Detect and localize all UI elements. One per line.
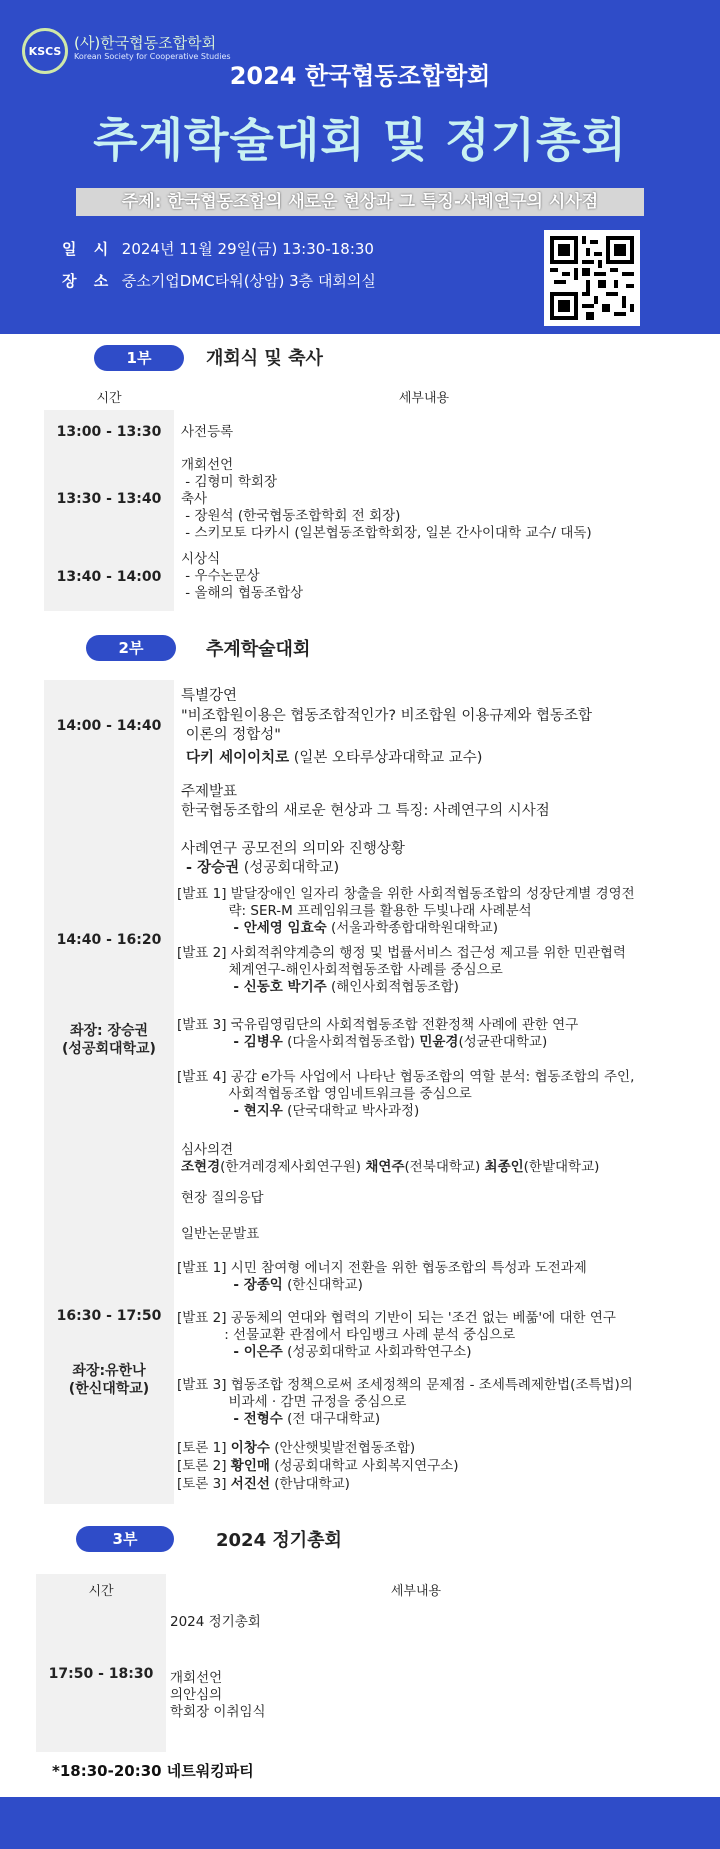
detail-line: - 김형미 학회장 <box>181 474 277 490</box>
qa-label: 현장 질의응답 <box>181 1190 264 1206</box>
speaker-name: - 이은주 <box>177 1344 283 1360</box>
speaker-affiliation: (일본 오타루상과대학교 교수) <box>289 750 483 766</box>
paper-line: 체계연구-해인사회적협동조합 사례를 중심으로 <box>177 962 503 978</box>
speaker-affiliation: (서울과학종합대학원대학교) <box>326 920 498 936</box>
detail-line: - 올해의 협동조합상 <box>181 585 304 601</box>
reviewers <box>181 1159 599 1176</box>
part3-title: 2024 정기총회 <box>216 1530 342 1551</box>
col-header-time: 시간 <box>88 1584 114 1599</box>
qr-code[interactable] <box>544 230 640 326</box>
presenter-line <box>177 1411 380 1428</box>
col-header-detail: 세부내용 <box>398 391 450 406</box>
speaker-affiliation: (전 대구대학교) <box>282 1411 381 1427</box>
speaker-name: - 신동호 박기주 <box>177 979 327 995</box>
col-header-time: 시간 <box>96 391 122 406</box>
reviewer-affiliation: (전북대학교) <box>404 1159 485 1175</box>
discussant-line <box>177 1476 350 1493</box>
paper-line: 비과세 · 감면 규정을 중심으로 <box>177 1394 407 1410</box>
event-header <box>0 0 720 334</box>
part3-pill: 3부 <box>76 1526 174 1552</box>
row-detail: 사전등록 <box>181 424 234 440</box>
paper-line: 략: SER-M 프레임워크를 활용한 두빛나래 사례분석 <box>177 903 532 919</box>
paper-line: [발표 1] 시민 참여형 에너지 전환을 위한 협동조합의 특성과 도전과제 <box>177 1260 587 1276</box>
date-label: 일 시 <box>62 240 115 258</box>
reviewer-name: 최종인 <box>484 1159 524 1175</box>
reviewer-affiliation: (한겨레경제사회연구원) <box>220 1159 366 1175</box>
part2-table <box>44 680 678 1504</box>
qr-code-icon <box>550 236 634 320</box>
detail-line: 의안심의 <box>170 1687 223 1703</box>
part2-title: 추계학술대회 <box>206 639 311 660</box>
main-title: 추계학술대회 및 정기총회 <box>93 113 627 167</box>
row-time: 14:00 - 14:40 <box>56 718 162 734</box>
chair-affiliation: (성공회대학교) <box>62 1041 156 1057</box>
speaker-affiliation: (단국대학교 박사과정) <box>282 1103 420 1119</box>
chair: 좌장: 장승권 <box>69 1023 149 1039</box>
detail-line: 한국협동조합의 새로운 현상과 그 특징: 사례연구의 시사점 <box>181 803 550 819</box>
detail-line: - 스키모토 다카시 (일본협동조합학회장, 일본 간사이대학 교수/ 대독) <box>181 525 592 541</box>
special-lecture-label: 특별강연 <box>181 688 238 704</box>
speaker-affiliation: (해인사회적협동조합) <box>326 979 459 995</box>
paper-line: [발표 2] 공동체의 연대와 협력의 기반이 되는 '조건 없는 베풂'에 대한 연구 <box>177 1310 616 1326</box>
speaker-affiliation: (성공회대학교 사회과학연구소) <box>282 1344 472 1360</box>
lecture-title-line: "비조합원이용은 협동조합적인가? 비조합원 이용규제와 협동조합 <box>181 708 592 724</box>
date-info <box>62 238 374 259</box>
presenter-line <box>177 979 459 996</box>
speaker-name: - 김병우 <box>177 1034 283 1050</box>
assembly-label: 2024 정기총회 <box>170 1614 261 1630</box>
speaker-name: - 장종익 <box>177 1277 283 1293</box>
detail-line: 개회선언 <box>181 457 234 473</box>
paper-line: 사회적협동조합 영임네트워크를 중심으로 <box>177 1086 472 1102</box>
time-column-bg <box>36 1574 166 1752</box>
place-label: 장 소 <box>62 272 115 290</box>
col-header-detail: 세부내용 <box>390 1584 442 1599</box>
presenter-line <box>177 1034 547 1051</box>
speaker-name: - 현지우 <box>177 1103 283 1119</box>
discussant-name: 이창수 <box>230 1440 270 1456</box>
speaker-name: 다키 세이이치로 <box>181 750 290 766</box>
row-time: 14:40 - 16:20 <box>56 932 162 948</box>
row-time: 13:00 - 13:30 <box>56 424 162 440</box>
presenter-line <box>177 1277 363 1294</box>
detail-line: - 장원석 (한국협동조합학회 전 회장) <box>181 508 401 524</box>
discussant-name: 서진선 <box>230 1476 270 1492</box>
row-time: 16:30 - 17:50 <box>56 1308 162 1324</box>
logo-abbr: KSCS <box>28 44 62 58</box>
detail-line: 시상식 <box>181 551 221 567</box>
speaker-affiliation: (성공회대학교) <box>239 860 340 876</box>
detail-line: 개회선언 <box>170 1670 223 1686</box>
paper-line: [발표 2] 사회적취약계층의 행정 및 법률서비스 접근성 제고를 위한 민관협력 <box>177 945 626 961</box>
speaker-name: - 전형수 <box>177 1411 283 1427</box>
paper-line: [발표 3] 협동조합 정책으로써 조세정책의 문제점 - 조세특례제한법(조특법)의 <box>177 1377 633 1393</box>
discussant-label: [토론 3] <box>177 1476 231 1492</box>
part3-table <box>36 1574 666 1752</box>
speaker-name: - 안세영 임효숙 <box>177 920 327 936</box>
discussant-label: [토론 2] <box>177 1458 231 1474</box>
presenter-line <box>181 860 339 877</box>
discussant-line <box>177 1458 459 1475</box>
discussant-name: 황인매 <box>230 1458 270 1474</box>
lecture-speaker <box>181 750 482 767</box>
discussant-line <box>177 1440 415 1457</box>
discussant-affiliation: (성공회대학교 사회복지연구소) <box>269 1458 459 1474</box>
discussant-label: [토론 1] <box>177 1440 231 1456</box>
speaker-affiliation: (한신대학교) <box>282 1277 363 1293</box>
review-label: 심사의견 <box>181 1142 234 1158</box>
part2-pill: 2부 <box>86 635 176 661</box>
footer-band <box>0 1797 720 1849</box>
theme-banner: 주제: 한국협동조합의 새로운 현상과 그 특징-사례연구의 시사점 <box>76 188 644 216</box>
date-value: 2024년 11월 29일(금) 13:30-18:30 <box>121 240 374 258</box>
presenter-line <box>177 1103 419 1120</box>
networking-note: *18:30-20:30 네트워킹파티 <box>52 1762 254 1780</box>
presenter-line <box>177 1344 471 1361</box>
year-title: 2024 한국협동조합학회 <box>229 62 491 90</box>
society-name-en: Korean Society for Cooperative Studies <box>74 52 231 61</box>
reviewer-name: 채연주 <box>365 1159 405 1175</box>
paper-line: [발표 4] 공감 e가득 사업에서 나타난 협동조합의 역할 분석: 협동조합의 주인, <box>177 1069 635 1085</box>
presenter-line <box>177 920 498 937</box>
detail-line: - 우수논문상 <box>181 568 260 584</box>
speaker-affiliation: (다울사회적협동조합) <box>282 1034 420 1050</box>
paper-line: [발표 1] 발달장애인 일자리 창출을 위한 사회적협동조합의 성장단계별 경영전 <box>177 886 635 902</box>
general-papers-label: 일반논문발표 <box>181 1226 260 1242</box>
part1-title: 개회식 및 축사 <box>206 348 323 369</box>
reviewer-affiliation: (한밭대학교) <box>523 1159 600 1175</box>
detail-line: 사례연구 공모전의 의미와 진행상황 <box>181 841 405 857</box>
paper-line: [발표 3] 국유림영림단의 사회적협동조합 전환정책 사례에 관한 연구 <box>177 1017 579 1033</box>
row-time: 13:30 - 13:40 <box>56 491 162 507</box>
lecture-title-line: 이론의 정합성" <box>181 727 281 743</box>
speaker-name: 민윤경 <box>419 1034 459 1050</box>
reviewer-name: 조현경 <box>181 1159 221 1175</box>
detail-line: 학회장 이취임식 <box>170 1704 266 1720</box>
place-info <box>62 270 376 291</box>
row-time: 17:50 - 18:30 <box>48 1666 154 1682</box>
speaker-name: - 장승권 <box>181 860 240 876</box>
place-value: 중소기업DMC타워(상암) 3층 대회의실 <box>121 272 376 290</box>
discussant-affiliation: (한남대학교) <box>269 1476 350 1492</box>
chair-affiliation: (한신대학교) <box>68 1381 150 1397</box>
society-name-kr: (사)한국협동조합학회 <box>74 34 217 52</box>
detail-line: 주제발표 <box>181 784 238 800</box>
speaker-affiliation: (성균관대학교) <box>458 1034 548 1050</box>
part1-pill: 1부 <box>94 345 184 371</box>
discussant-affiliation: (안산햇빛발전협동조합) <box>269 1440 416 1456</box>
paper-line: : 선물교환 관점에서 타임뱅크 사례 분석 중심으로 <box>177 1327 516 1343</box>
row-time: 13:40 - 14:00 <box>56 569 162 585</box>
chair: 좌장:유한나 <box>72 1363 146 1379</box>
part1-table <box>44 380 674 611</box>
detail-line: 축사 <box>181 491 208 507</box>
